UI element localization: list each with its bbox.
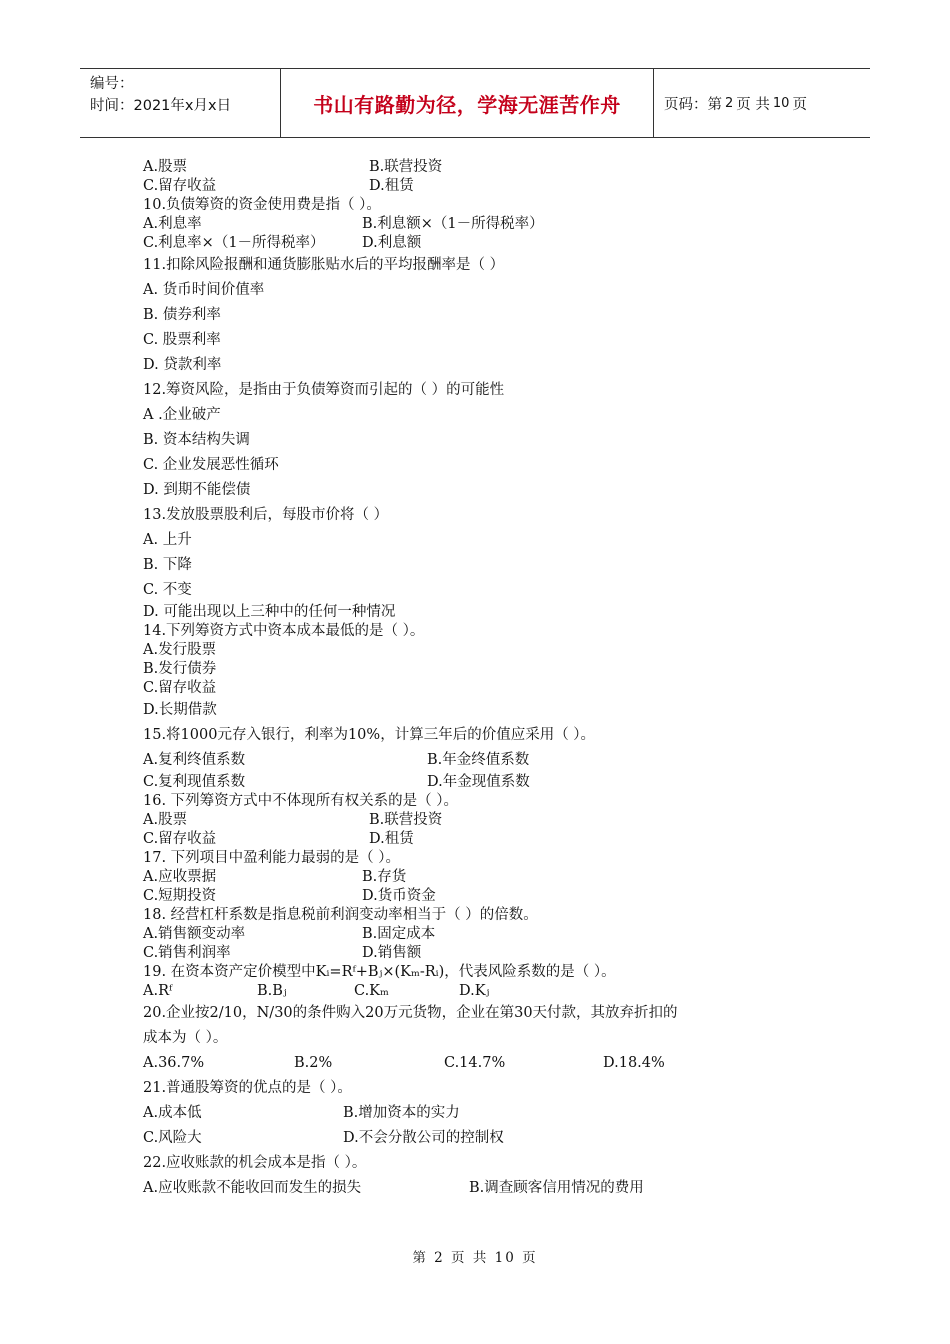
text-line bbox=[143, 177, 823, 196]
line-text: C.留存收益 bbox=[143, 831, 217, 847]
text-line bbox=[143, 603, 823, 622]
text-line bbox=[143, 528, 823, 553]
text-line bbox=[143, 1176, 823, 1201]
option-text: D.租赁 bbox=[369, 178, 414, 194]
document-number-label: 编号： bbox=[90, 76, 134, 92]
line-text: B.发行债券 bbox=[143, 661, 217, 677]
option-text: B.固定成本 bbox=[362, 926, 436, 942]
text-line bbox=[143, 278, 823, 303]
option-text: B.2% bbox=[294, 1055, 333, 1071]
line-text: 10.负债筹资的资金使用费是指（ ）。 bbox=[143, 197, 381, 213]
text-line bbox=[143, 303, 823, 328]
text-line bbox=[143, 773, 823, 792]
line-text: A.Rᶠ bbox=[143, 983, 173, 999]
line-text: C.复利现值系数 bbox=[143, 774, 246, 790]
text-line bbox=[143, 353, 823, 378]
text-line bbox=[143, 925, 823, 944]
text-line bbox=[143, 944, 823, 963]
line-text: A. 货币时间价值率 bbox=[143, 282, 265, 298]
text-line bbox=[143, 660, 823, 679]
option-text: D.租赁 bbox=[369, 831, 414, 847]
page-suffix: 页 bbox=[792, 96, 807, 113]
line-text: A. 上升 bbox=[143, 532, 192, 548]
line-text: A.发行股票 bbox=[143, 642, 217, 658]
option-text: D.货币资金 bbox=[362, 888, 436, 904]
text-line bbox=[143, 830, 823, 849]
text-line bbox=[143, 622, 823, 641]
line-text: 22.应收账款的机会成本是指（ ）。 bbox=[143, 1155, 367, 1171]
option-text: B.利息额×（1－所得税率） bbox=[362, 216, 544, 232]
text-line bbox=[143, 982, 823, 1001]
text-line bbox=[143, 1126, 823, 1151]
line-text: C. 企业发展恶性循环 bbox=[143, 457, 279, 473]
page-footer: 第 2 页 共 10 页 bbox=[412, 1250, 538, 1266]
line-text: 16. 下列筹资方式中不体现所有权关系的是（ ）。 bbox=[143, 793, 459, 809]
text-line bbox=[143, 553, 823, 578]
text-line bbox=[143, 378, 823, 403]
text-line bbox=[143, 849, 823, 868]
text-line bbox=[143, 698, 823, 723]
header-meta bbox=[80, 69, 281, 137]
text-line bbox=[143, 1026, 823, 1051]
line-text: A.股票 bbox=[143, 812, 188, 828]
line-text: A.利息率 bbox=[143, 216, 202, 232]
text-line bbox=[143, 428, 823, 453]
option-text: B.年金终值系数 bbox=[427, 752, 530, 768]
text-line bbox=[143, 403, 823, 428]
text-line bbox=[143, 578, 823, 603]
line-text: B. 债券利率 bbox=[143, 307, 221, 323]
option-text: C.Kₘ bbox=[354, 983, 389, 999]
line-text: 11.扣除风险报酬和通货膨胀贴水后的平均报酬率是（ ） bbox=[143, 257, 505, 273]
line-text: C.利息率×（1－所得税率） bbox=[143, 235, 325, 251]
header-page-info bbox=[654, 69, 870, 137]
header-motto: 书山有路勤为径，学海无涯苦作舟 bbox=[281, 69, 654, 137]
line-text: 19. 在资本资产定价模型中Kᵢ=Rᶠ+Bⱼ×(Kₘ-Rᵢ)，代表风险系数的是（ ）。 bbox=[143, 964, 616, 980]
text-line bbox=[143, 1076, 823, 1101]
text-line bbox=[143, 1101, 823, 1126]
option-text: D.利息额 bbox=[362, 235, 422, 251]
text-line bbox=[143, 748, 823, 773]
question-list bbox=[143, 158, 823, 1201]
option-text: D.年金现值系数 bbox=[427, 774, 530, 790]
line-text: C.留存收益 bbox=[143, 680, 217, 696]
line-text: C.销售利润率 bbox=[143, 945, 231, 961]
option-text: B.联营投资 bbox=[369, 812, 443, 828]
option-text: D.Kⱼ bbox=[459, 983, 490, 999]
line-text: A.36.7% bbox=[143, 1055, 205, 1071]
page-header bbox=[80, 68, 870, 138]
option-text: C.14.7% bbox=[444, 1055, 506, 1071]
line-text: 成本为（ ）。 bbox=[143, 1030, 228, 1046]
line-text: C.风险大 bbox=[143, 1130, 202, 1146]
line-text: 14.下列筹资方式中资本成本最低的是（ ）。 bbox=[143, 623, 425, 639]
text-line bbox=[143, 1001, 823, 1026]
option-text: B.Bⱼ bbox=[257, 983, 287, 999]
page-total: 10 bbox=[772, 95, 790, 111]
text-line bbox=[143, 215, 823, 234]
line-text: 21.普通股筹资的优点的是（ ）。 bbox=[143, 1080, 352, 1096]
text-line bbox=[143, 1151, 823, 1176]
text-line bbox=[143, 328, 823, 353]
line-text: B. 下降 bbox=[143, 557, 192, 573]
line-text: D.长期借款 bbox=[143, 702, 217, 718]
text-line bbox=[143, 906, 823, 925]
page-mid: 页 共 bbox=[736, 96, 770, 113]
line-text: C.短期投资 bbox=[143, 888, 217, 904]
line-text: A .企业破产 bbox=[143, 407, 221, 423]
text-line bbox=[143, 868, 823, 887]
text-line bbox=[143, 453, 823, 478]
option-text: B.存货 bbox=[362, 869, 407, 885]
document-date: 时间：2021年x月x日 bbox=[90, 98, 232, 114]
line-text: A.复利终值系数 bbox=[143, 752, 246, 768]
line-text: D. 到期不能偿债 bbox=[143, 482, 251, 498]
line-text: A.股票 bbox=[143, 159, 188, 175]
line-text: 17. 下列项目中盈利能力最弱的是（ ）。 bbox=[143, 850, 401, 866]
line-text: A.应收账款不能收回而发生的损失 bbox=[143, 1180, 362, 1196]
text-line bbox=[143, 1051, 823, 1076]
text-line bbox=[143, 196, 823, 215]
line-text: 15.将1000元存入银行，利率为10%，计算三年后的价值应采用（ ）。 bbox=[143, 727, 596, 743]
text-line bbox=[143, 478, 823, 503]
option-text: B.调查顾客信用情况的费用 bbox=[469, 1180, 644, 1196]
text-line bbox=[143, 811, 823, 830]
line-text: 13.发放股票股利后，每股市价将（ ） bbox=[143, 507, 389, 523]
text-line bbox=[143, 234, 823, 253]
text-line bbox=[143, 253, 823, 278]
text-line bbox=[143, 723, 823, 748]
text-line bbox=[143, 503, 823, 528]
line-text: A.成本低 bbox=[143, 1105, 202, 1121]
line-text: D. 可能出现以上三种中的任何一种情况 bbox=[143, 604, 396, 620]
option-text: D.不会分散公司的控制权 bbox=[343, 1130, 504, 1146]
text-line bbox=[143, 963, 823, 982]
line-text: C. 不变 bbox=[143, 582, 192, 598]
line-text: C.留存收益 bbox=[143, 178, 217, 194]
page-prefix: 页码：第 bbox=[664, 96, 722, 113]
text-line bbox=[143, 792, 823, 811]
option-text: D.18.4% bbox=[603, 1055, 665, 1071]
line-text: D. 贷款利率 bbox=[143, 357, 222, 373]
text-line bbox=[143, 887, 823, 906]
line-text: 12.筹资风险，是指由于负债筹资而引起的（ ）的可能性 bbox=[143, 382, 505, 398]
line-text: C. 股票利率 bbox=[143, 332, 221, 348]
line-text: 20.企业按2/10，N/30的条件购入20万元货物，企业在第30天付款，其放弃折扣的 bbox=[143, 1005, 678, 1021]
option-text: B.联营投资 bbox=[369, 159, 443, 175]
text-line bbox=[143, 158, 823, 177]
line-text: 18. 经营杠杆系数是指息税前利润变动率相当于（ ）的倍数。 bbox=[143, 907, 538, 923]
page-number: 2 bbox=[725, 95, 734, 111]
option-text: D.销售额 bbox=[362, 945, 422, 961]
line-text: B. 资本结构失调 bbox=[143, 432, 250, 448]
option-text: B.增加资本的实力 bbox=[343, 1105, 460, 1121]
text-line bbox=[143, 641, 823, 660]
line-text: A.销售额变动率 bbox=[143, 926, 246, 942]
line-text: A.应收票据 bbox=[143, 869, 217, 885]
text-line bbox=[143, 679, 823, 698]
